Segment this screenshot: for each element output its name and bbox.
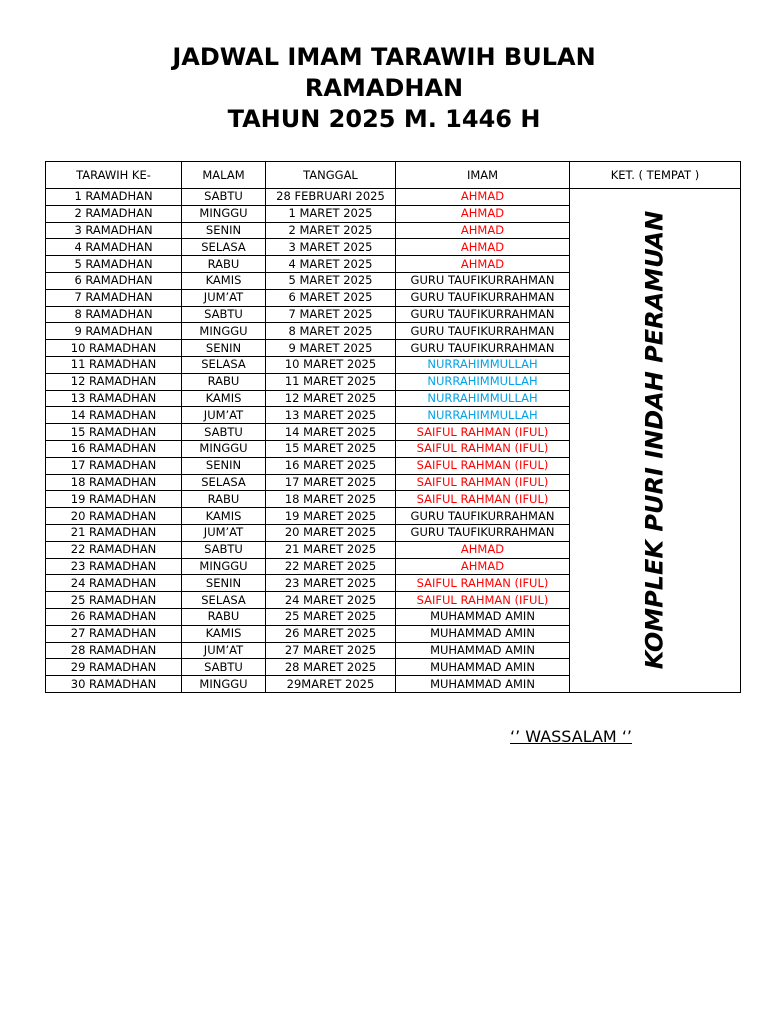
cell-tanggal: 20 MARET 2025 <box>266 524 396 541</box>
cell-tarawih: 5 RAMADHAN <box>46 256 182 273</box>
cell-tanggal: 16 MARET 2025 <box>266 457 396 474</box>
cell-tarawih: 21 RAMADHAN <box>46 524 182 541</box>
cell-tarawih: 16 RAMADHAN <box>46 440 182 457</box>
cell-imam: MUHAMMAD AMIN <box>396 608 570 625</box>
cell-malam: MINGGU <box>182 205 266 222</box>
cell-tanggal: 14 MARET 2025 <box>266 424 396 441</box>
cell-malam: SABTU <box>182 306 266 323</box>
cell-malam: SELASA <box>182 239 266 256</box>
cell-tanggal: 3 MARET 2025 <box>266 239 396 256</box>
table-body <box>46 189 741 693</box>
cell-tanggal: 9 MARET 2025 <box>266 340 396 357</box>
cell-tarawih: 12 RAMADHAN <box>46 373 182 390</box>
page-title <box>0 42 768 135</box>
cell-imam: SAIFUL RAHMAN (IFUL) <box>396 575 570 592</box>
cell-malam: SELASA <box>182 592 266 609</box>
cell-tanggal: 18 MARET 2025 <box>266 491 396 508</box>
cell-tarawih: 19 RAMADHAN <box>46 491 182 508</box>
cell-tarawih: 11 RAMADHAN <box>46 356 182 373</box>
table-row <box>46 189 741 206</box>
cell-tanggal: 26 MARET 2025 <box>266 625 396 642</box>
cell-imam: SAIFUL RAHMAN (IFUL) <box>396 457 570 474</box>
cell-malam: KAMIS <box>182 390 266 407</box>
cell-tarawih: 9 RAMADHAN <box>46 323 182 340</box>
cell-tarawih: 25 RAMADHAN <box>46 592 182 609</box>
header-malam: MALAM <box>182 162 266 189</box>
cell-imam: GURU TAUFIKURRAHMAN <box>396 289 570 306</box>
cell-imam: NURRAHIMMULLAH <box>396 390 570 407</box>
cell-malam: RABU <box>182 256 266 273</box>
cell-malam: JUM’AT <box>182 407 266 424</box>
cell-malam: SELASA <box>182 356 266 373</box>
cell-tanggal: 10 MARET 2025 <box>266 356 396 373</box>
header-ket: KET. ( TEMPAT ) <box>570 162 741 189</box>
cell-tarawih: 2 RAMADHAN <box>46 205 182 222</box>
header-tanggal: TANGGAL <box>266 162 396 189</box>
cell-imam: MUHAMMAD AMIN <box>396 676 570 693</box>
cell-tanggal: 15 MARET 2025 <box>266 440 396 457</box>
cell-imam: SAIFUL RAHMAN (IFUL) <box>396 474 570 491</box>
cell-imam: SAIFUL RAHMAN (IFUL) <box>396 491 570 508</box>
cell-tanggal: 22 MARET 2025 <box>266 558 396 575</box>
cell-imam: AHMAD <box>396 256 570 273</box>
cell-malam: SENIN <box>182 340 266 357</box>
cell-tanggal: 1 MARET 2025 <box>266 205 396 222</box>
cell-ket-location <box>570 189 741 693</box>
cell-imam: SAIFUL RAHMAN (IFUL) <box>396 424 570 441</box>
cell-malam: JUM’AT <box>182 524 266 541</box>
cell-tarawih: 3 RAMADHAN <box>46 222 182 239</box>
cell-tanggal: 28 MARET 2025 <box>266 659 396 676</box>
cell-tarawih: 26 RAMADHAN <box>46 608 182 625</box>
cell-tarawih: 10 RAMADHAN <box>46 340 182 357</box>
cell-malam: SABTU <box>182 659 266 676</box>
cell-malam: SABTU <box>182 189 266 206</box>
cell-imam: AHMAD <box>396 189 570 206</box>
cell-imam: SAIFUL RAHMAN (IFUL) <box>396 440 570 457</box>
cell-imam: MUHAMMAD AMIN <box>396 659 570 676</box>
cell-imam: SAIFUL RAHMAN (IFUL) <box>396 592 570 609</box>
table-header-row <box>46 162 741 189</box>
header-imam: IMAM <box>396 162 570 189</box>
cell-imam: AHMAD <box>396 541 570 558</box>
cell-imam: GURU TAUFIKURRAHMAN <box>396 306 570 323</box>
cell-tarawih: 18 RAMADHAN <box>46 474 182 491</box>
cell-tanggal: 19 MARET 2025 <box>266 508 396 525</box>
cell-tarawih: 23 RAMADHAN <box>46 558 182 575</box>
cell-tanggal: 24 MARET 2025 <box>266 592 396 609</box>
cell-malam: JUM’AT <box>182 642 266 659</box>
cell-imam: AHMAD <box>396 558 570 575</box>
cell-malam: RABU <box>182 608 266 625</box>
cell-malam: KAMIS <box>182 625 266 642</box>
cell-tarawih: 8 RAMADHAN <box>46 306 182 323</box>
cell-imam: NURRAHIMMULLAH <box>396 356 570 373</box>
cell-tarawih: 1 RAMADHAN <box>46 189 182 206</box>
cell-malam: MINGGU <box>182 323 266 340</box>
cell-malam: RABU <box>182 491 266 508</box>
cell-tanggal: 8 MARET 2025 <box>266 323 396 340</box>
cell-tarawih: 28 RAMADHAN <box>46 642 182 659</box>
closing-text: ‘’ WASSALAM ‘’ <box>510 727 632 746</box>
cell-tanggal: 7 MARET 2025 <box>266 306 396 323</box>
cell-tarawih: 30 RAMADHAN <box>46 676 182 693</box>
cell-imam: GURU TAUFIKURRAHMAN <box>396 323 570 340</box>
cell-tarawih: 6 RAMADHAN <box>46 272 182 289</box>
cell-tarawih: 29 RAMADHAN <box>46 659 182 676</box>
cell-tarawih: 13 RAMADHAN <box>46 390 182 407</box>
cell-tanggal: 29MARET 2025 <box>266 676 396 693</box>
location-label: KOMPLEK PURI INDAH PERAMUAN <box>640 211 669 670</box>
cell-tanggal: 11 MARET 2025 <box>266 373 396 390</box>
cell-tanggal: 17 MARET 2025 <box>266 474 396 491</box>
cell-malam: SENIN <box>182 222 266 239</box>
cell-malam: JUM’AT <box>182 289 266 306</box>
cell-tanggal: 13 MARET 2025 <box>266 407 396 424</box>
cell-malam: SELASA <box>182 474 266 491</box>
cell-imam: AHMAD <box>396 239 570 256</box>
cell-tarawih: 20 RAMADHAN <box>46 508 182 525</box>
cell-malam: KAMIS <box>182 508 266 525</box>
title-line-2: RAMADHAN <box>304 74 464 102</box>
cell-imam: MUHAMMAD AMIN <box>396 625 570 642</box>
cell-tanggal: 5 MARET 2025 <box>266 272 396 289</box>
cell-tanggal: 2 MARET 2025 <box>266 222 396 239</box>
cell-tanggal: 25 MARET 2025 <box>266 608 396 625</box>
cell-malam: SENIN <box>182 457 266 474</box>
cell-tarawih: 22 RAMADHAN <box>46 541 182 558</box>
cell-imam: GURU TAUFIKURRAHMAN <box>396 524 570 541</box>
title-line-3: TAHUN 2025 M. 1446 H <box>227 105 541 133</box>
schedule-table <box>45 161 741 693</box>
cell-malam: SABTU <box>182 541 266 558</box>
header-tarawih: TARAWIH KE- <box>46 162 182 189</box>
cell-tarawih: 27 RAMADHAN <box>46 625 182 642</box>
cell-malam: MINGGU <box>182 440 266 457</box>
cell-tanggal: 4 MARET 2025 <box>266 256 396 273</box>
cell-tarawih: 14 RAMADHAN <box>46 407 182 424</box>
cell-tarawih: 4 RAMADHAN <box>46 239 182 256</box>
cell-imam: NURRAHIMMULLAH <box>396 373 570 390</box>
cell-tarawih: 17 RAMADHAN <box>46 457 182 474</box>
cell-tanggal: 27 MARET 2025 <box>266 642 396 659</box>
cell-malam: SENIN <box>182 575 266 592</box>
cell-tanggal: 23 MARET 2025 <box>266 575 396 592</box>
cell-malam: MINGGU <box>182 676 266 693</box>
cell-tanggal: 21 MARET 2025 <box>266 541 396 558</box>
cell-imam: AHMAD <box>396 205 570 222</box>
cell-tarawih: 15 RAMADHAN <box>46 424 182 441</box>
cell-tanggal: 28 FEBRUARI 2025 <box>266 189 396 206</box>
cell-imam: GURU TAUFIKURRAHMAN <box>396 272 570 289</box>
cell-malam: KAMIS <box>182 272 266 289</box>
cell-imam: GURU TAUFIKURRAHMAN <box>396 508 570 525</box>
cell-tarawih: 24 RAMADHAN <box>46 575 182 592</box>
cell-imam: MUHAMMAD AMIN <box>396 642 570 659</box>
cell-malam: RABU <box>182 373 266 390</box>
cell-tanggal: 12 MARET 2025 <box>266 390 396 407</box>
cell-malam: MINGGU <box>182 558 266 575</box>
title-line-1: JADWAL IMAM TARAWIH BULAN <box>172 43 596 71</box>
cell-imam: GURU TAUFIKURRAHMAN <box>396 340 570 357</box>
cell-tarawih: 7 RAMADHAN <box>46 289 182 306</box>
cell-tanggal: 6 MARET 2025 <box>266 289 396 306</box>
cell-malam: SABTU <box>182 424 266 441</box>
cell-imam: NURRAHIMMULLAH <box>396 407 570 424</box>
cell-imam: AHMAD <box>396 222 570 239</box>
